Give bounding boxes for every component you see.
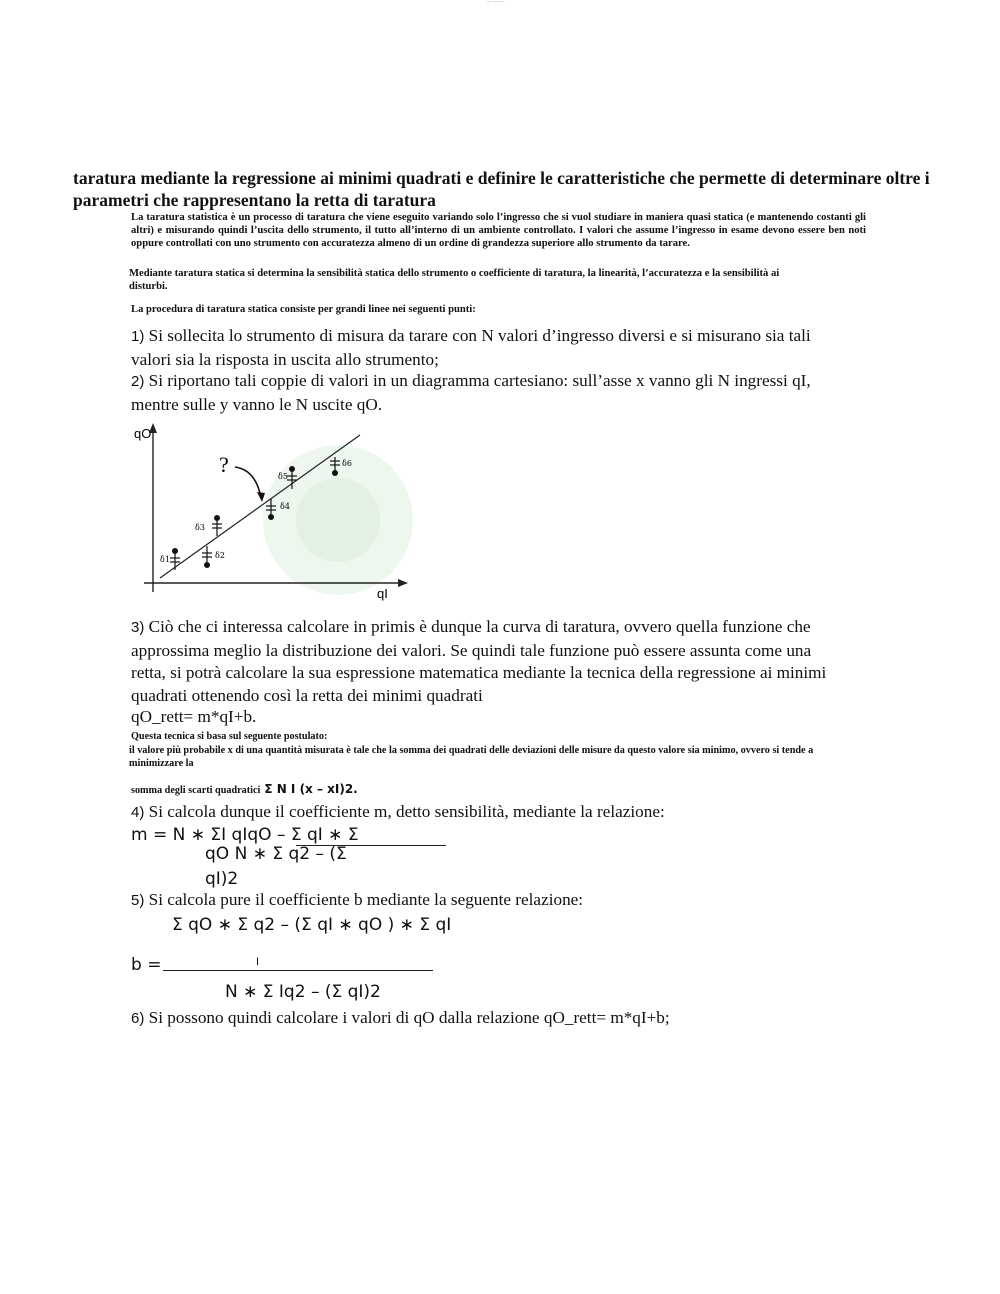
step-5-text: Si calcola pure il coefficiente b mediante la seguente relazione:	[148, 890, 584, 909]
step-4-text: Si calcola dunque il coefficiente m, detto sensibilità, mediante la relazione:	[148, 802, 665, 821]
step-6-number: 6)	[131, 1010, 145, 1027]
step-3-text: Ciò che ci interessa calcolare in primis è dunque la curva di taratura, ovvero quella funzione che approssima meglio la distribuzione dei valori. Se quindi tale funzione può essere assunta come una retta, si potrà calcolare la sua espressione matematica mediante la tecnica della regressione ai minimi quadrati ottenendo così la retta dei minimi quadrati	[131, 617, 827, 705]
b-formula-index: I	[256, 956, 260, 968]
step-3-number: 3)	[131, 619, 145, 636]
b-formula-lhs: b =	[131, 955, 162, 975]
step-4	[131, 801, 851, 825]
delta-label-1: δ1	[160, 555, 170, 564]
intro-paragraph-1: La taratura statistica è un processo di taratura che viene eseguito variando solo l’ingresso che si vuol studiare in maniera quasi statica (e mantenendo costanti gli altri) e misurando quindi l’uscita dello strumento, il tutto all’interno di un ambiente controllato. I valori che assume l’ingresso in esame devono essere ben noti oppure controllati con uno strumento con accuratezza almeno di un ordine di grandezza superiore allo strumento da tarare.	[131, 212, 866, 249]
step-6-text: Si possono quindi calcolare i valori di qO dalla relazione qO_rett= m*qI+b;	[148, 1008, 670, 1027]
step-5	[131, 889, 851, 913]
intro-paragraph-3: La procedura di taratura statica consiste per grandi linee nei seguenti punti:	[131, 304, 476, 315]
step-2	[131, 370, 851, 416]
b-formula-denominator: N ∗ Σ Iq2 – (Σ qI)2	[225, 982, 381, 1002]
delta-label-2: δ2	[215, 551, 225, 560]
b-fraction-bar	[163, 970, 433, 971]
step-6	[131, 1007, 891, 1031]
header-mark: — — —	[487, 0, 505, 5]
step-3-formula: qO_rett= m*qI+b.	[131, 707, 257, 726]
step-1-number: 1)	[131, 328, 145, 345]
x-axis-label: qI	[377, 586, 388, 601]
step-4-number: 4)	[131, 804, 145, 821]
m-formula-numerator: m = N ∗ ΣI qIqO – Σ qI ∗ Σ	[131, 825, 359, 845]
step-2-number: 2)	[131, 373, 145, 390]
calibration-diagram	[128, 420, 428, 610]
step-1	[131, 325, 851, 371]
postulate-sum-formula: Σ N I (x – xI)2.	[264, 782, 358, 796]
m-formula-denominator-1: qO N ∗ Σ q2 – (Σ	[205, 844, 347, 864]
delta-label-5: δ5	[278, 472, 288, 481]
postulate-heading: Questa tecnica si basa sul seguente postulato:	[131, 731, 328, 742]
x-axis-arrow	[398, 579, 408, 587]
page-title: taratura mediante la regressione ai minimi quadrati e definire le caratteristiche che permette di determinare oltre i parametri che rappresentano la retta di taratura	[73, 168, 930, 210]
curved-arrow-head	[257, 492, 265, 502]
intro-paragraph-2: Mediante taratura statica si determina la sensibilità statica dello strumento o coefficiente di taratura, la linearità, l’accuratezza e la sensibilità ai disturbi.	[129, 268, 780, 292]
postulate-text: il valore più probabile x di una quantità misurata è tale che la somma dei quadrati delle deviazioni delle misure da questo valore sia minimo, ovvero si tende a minimizzare la	[129, 745, 814, 769]
postulate-sum	[131, 780, 358, 798]
b-formula-numerator: Σ qO ∗ Σ q2 – (Σ qI ∗ qO ) ∗ Σ qI	[172, 915, 452, 935]
watermark-inner-circle	[296, 478, 380, 562]
step-3	[131, 616, 836, 707]
step-5-number: 5)	[131, 892, 145, 909]
step-2-text: Si riportano tali coppie di valori in un diagramma cartesiano: sull’asse x vanno gli N ingressi qI, mentre sulle y vanno le N uscite qO.	[131, 371, 811, 414]
postulate-sum-label: somma degli scarti quadratici	[131, 785, 261, 796]
question-mark: ?	[219, 452, 229, 477]
m-formula-denominator-2: qI)2	[205, 869, 239, 889]
curved-arrow	[235, 467, 261, 498]
delta-label-4: δ4	[280, 502, 290, 511]
calibration-diagram-svg	[128, 420, 428, 610]
step-1-text: Si sollecita lo strumento di misura da tarare con N valori d’ingresso diversi e si misurano sia tali valori sia la risposta in uscita allo strumento;	[131, 326, 811, 369]
delta-label-3: δ3	[195, 523, 205, 532]
delta-label-6: δ6	[342, 459, 352, 468]
y-axis-label: qO	[134, 426, 152, 441]
